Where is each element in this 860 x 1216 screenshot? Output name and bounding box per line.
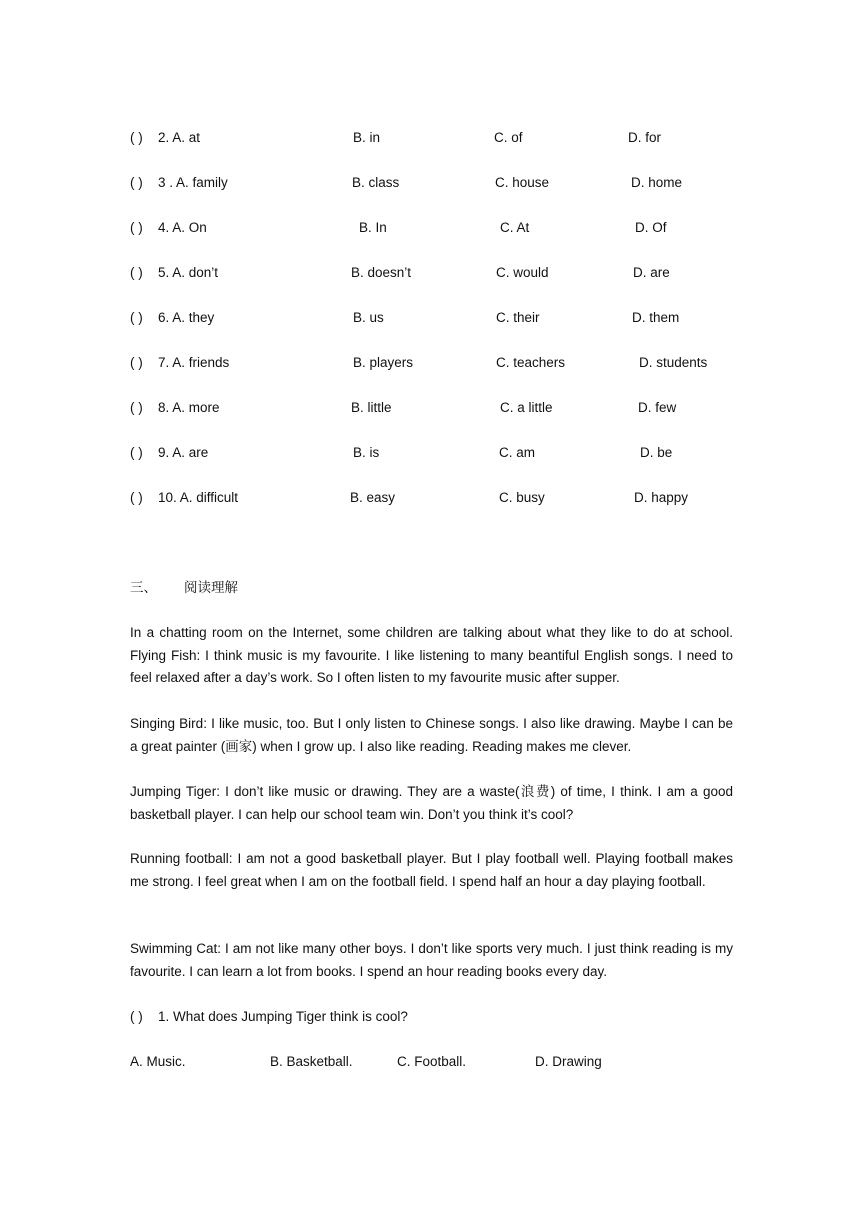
reading-question-1 xyxy=(0,1007,860,1027)
option-a: 4. A. On xyxy=(158,220,207,235)
option-c: C. At xyxy=(500,220,530,235)
option-c: C. busy xyxy=(499,490,545,505)
option-a: 9. A. are xyxy=(158,445,209,460)
option-a: 7. A. friends xyxy=(158,355,230,370)
cloze-question-7 xyxy=(0,353,860,373)
passage-paragraph-1: In a chatting room on the Internet, some children are talking about what they like to do at school. Flying Fish: I think music is my favourite. I like listening to many beantiful English songs. I need to feel relaxed after a day’s work. So I often listen to my favourite music after supper. xyxy=(130,625,733,686)
cloze-question-8 xyxy=(0,398,860,418)
option-a: 6. A. they xyxy=(158,310,215,325)
answer-blank: ( ) xyxy=(130,220,143,235)
option-b: B. players xyxy=(353,355,414,370)
cloze-question-10 xyxy=(0,488,860,508)
answer-blank: ( ) xyxy=(130,400,143,415)
answer-blank: ( ) xyxy=(130,175,143,190)
option-d: D. home xyxy=(631,175,683,190)
cloze-question-6 xyxy=(0,308,860,328)
option-b: B. doesn’t xyxy=(351,265,412,280)
option-b: B. class xyxy=(352,175,400,190)
answer-blank: ( ) xyxy=(130,490,143,505)
option-b: B. is xyxy=(353,445,380,460)
cloze-question-3 xyxy=(0,173,860,193)
cloze-question-5 xyxy=(0,263,860,283)
option-c: C. would xyxy=(496,265,549,280)
section-number: 三、 xyxy=(130,580,157,595)
option-d: D. are xyxy=(633,265,670,280)
reading-question-1-options xyxy=(0,1052,860,1072)
question-text: 1. What does Jumping Tiger think is cool? xyxy=(158,1009,408,1024)
option-d: D. few xyxy=(638,400,677,415)
answer-blank: ( ) xyxy=(130,1009,143,1024)
option-a: A. Music. xyxy=(130,1054,186,1069)
option-a: 2. A. at xyxy=(158,130,201,145)
option-d: D. Of xyxy=(635,220,667,235)
option-d: D. be xyxy=(640,445,673,460)
option-d: D. happy xyxy=(634,490,689,505)
option-a: 3 . A. family xyxy=(158,175,228,190)
cloze-question-9 xyxy=(0,443,860,463)
option-b: B. In xyxy=(359,220,387,235)
option-d: D. them xyxy=(632,310,680,325)
answer-blank: ( ) xyxy=(130,265,143,280)
option-c: C. a little xyxy=(500,400,553,415)
section-title: 阅读理解 xyxy=(184,580,238,595)
answer-blank: ( ) xyxy=(130,355,143,370)
option-b: B. little xyxy=(351,400,392,415)
option-c: C. their xyxy=(496,310,540,325)
passage-paragraph-4: Running football: I am not a good basketball player. But I play football well. Playing football makes me strong. I feel great when I am on the football field. I spend half an hour a day playing football. xyxy=(130,851,733,889)
answer-blank: ( ) xyxy=(130,445,143,460)
option-c: C. teachers xyxy=(496,355,566,370)
option-c: C. Football. xyxy=(397,1054,467,1069)
answer-blank: ( ) xyxy=(130,310,143,325)
cloze-question-4 xyxy=(0,218,860,238)
cloze-question-2 xyxy=(0,128,860,148)
option-b: B. Basketball. xyxy=(270,1054,353,1069)
option-a: 5. A. don’t xyxy=(158,265,219,280)
option-c: C. am xyxy=(499,445,536,460)
option-a: 10. A. difficult xyxy=(158,490,239,505)
option-b: B. in xyxy=(353,130,381,145)
option-c: C. house xyxy=(495,175,550,190)
passage-paragraph-2: Singing Bird: I like music, too. But I only listen to Chinese songs. I also like drawing. Maybe I can be a great painter (画家) when I grow up. I also like reading. Reading makes me clever. xyxy=(130,716,733,754)
option-d: D. for xyxy=(628,130,662,145)
answer-blank: ( ) xyxy=(130,130,143,145)
option-b: B. easy xyxy=(350,490,396,505)
option-d: D. students xyxy=(639,355,708,370)
option-d: D. Drawing xyxy=(535,1054,602,1069)
passage-paragraph-3: Jumping Tiger: I don’t like music or drawing. They are a waste(浪费) of time, I think. I am a good basketball player. I can help our school team win. Don’t you think it’s cool? xyxy=(130,784,733,822)
option-b: B. us xyxy=(353,310,384,325)
option-c: C. of xyxy=(494,130,523,145)
passage-paragraph-5: Swimming Cat: I am not like many other boys. I don’t like sports very much. I just think reading is my favourite. I can learn a lot from books. I spend an hour reading books every day. xyxy=(130,941,733,979)
option-a: 8. A. more xyxy=(158,400,220,415)
